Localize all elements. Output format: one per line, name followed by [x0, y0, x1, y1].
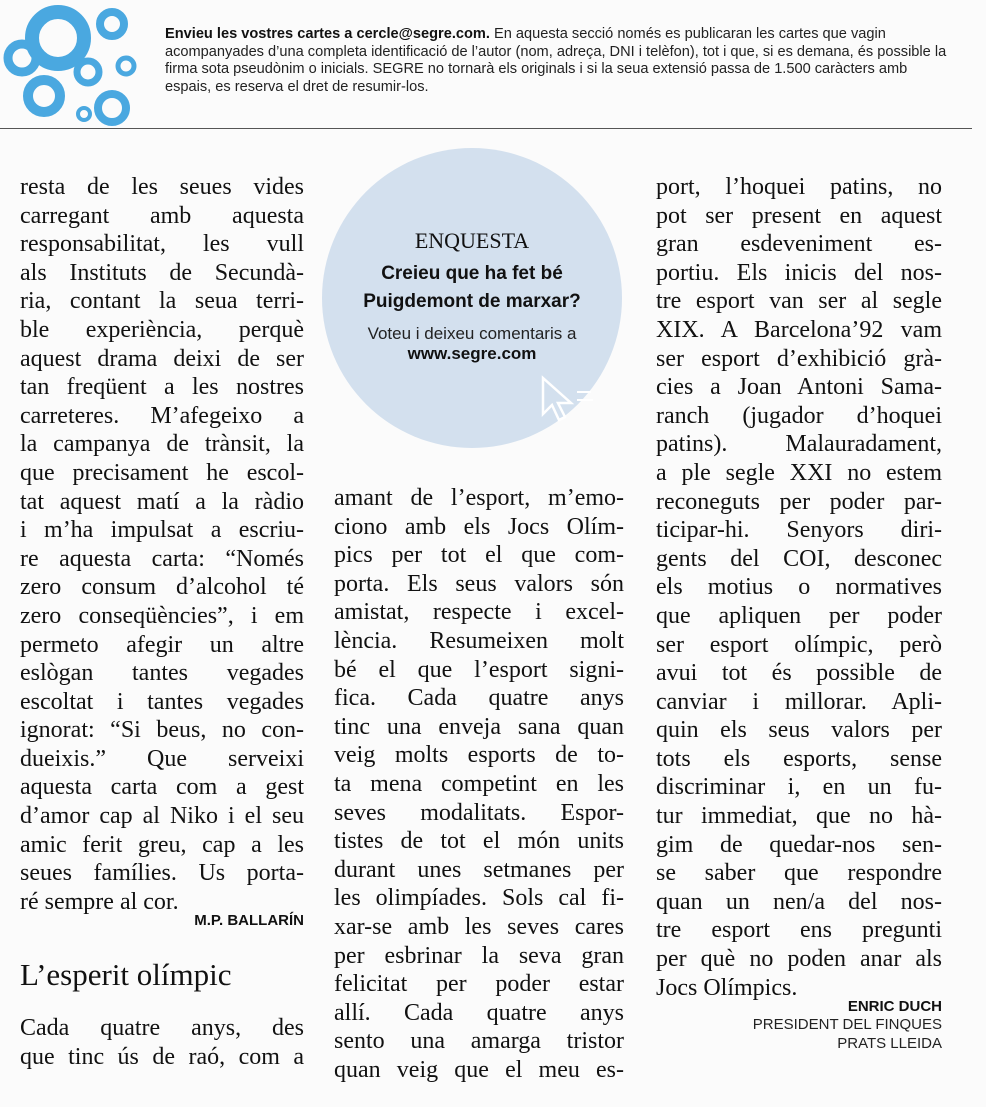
letter-2-signature: ENRIC DUCH: [847, 998, 942, 1015]
text-line: felicitat per poder estar: [334, 971, 624, 998]
text-line: els motius o normatives: [656, 574, 942, 601]
text-line: quin els seus valors per: [656, 717, 942, 744]
text-line: resta de les seues vides: [20, 174, 304, 200]
bubbles-logo: [0, 0, 150, 130]
text-line: seves modalitats. Espor-: [334, 799, 624, 826]
text-line: tre esport van ser al segle: [656, 288, 942, 315]
text-line: quan veig que el meu es-: [334, 1056, 624, 1083]
poll-call-to-action: Voteu i deixeu comentaris a: [367, 324, 577, 343]
text-line: discriminar i, en un fu-: [656, 774, 942, 801]
cursor-arrow-icon: [537, 374, 597, 424]
text-line: bé el que l’esport signi-: [334, 656, 624, 683]
text-line: responsabilitat, les vull: [20, 231, 304, 258]
poll-question-line-1: Creieu que ha fet bé: [381, 263, 563, 284]
text-line: portiu. Els inicis del nos-: [656, 259, 942, 286]
text-line: tat aquest matí a la ràdio: [20, 488, 304, 515]
text-line: XIX. A Barcelona’92 vam: [656, 316, 942, 343]
text-line: que tinc ús de raó, com a: [20, 1043, 304, 1070]
text-line: a ple segle XXI no estem: [656, 459, 942, 486]
text-line: se saber que respondre: [656, 860, 942, 887]
text-line: patins). Malauradament,: [656, 431, 942, 458]
text-line: quan un nen/a del nos-: [656, 888, 942, 915]
text-line: amant de l’esport, m’emo-: [334, 485, 624, 511]
text-line: gents del COI, desconec: [656, 545, 942, 572]
text-line: canviar i millorar. Apli-: [656, 688, 942, 715]
text-line: Jocs Olímpics.: [656, 974, 798, 1001]
text-line: porta. Els seus valors són: [334, 570, 624, 597]
text-line: les olimpíades. Sols cal fi-: [334, 885, 624, 912]
text-line: fica. Cada quatre anys: [334, 685, 624, 712]
text-line: port, l’hoquei patins, no: [656, 174, 942, 200]
header-divider: [0, 128, 972, 129]
text-line: carreteres. M’afegeixo a: [20, 402, 304, 429]
text-line: zero consum d’alcohol té: [20, 574, 304, 601]
text-line: als Instituts de Secundà-: [20, 259, 304, 286]
text-line: avui tot és possible de: [656, 660, 942, 687]
text-line: aquest drama deixi de ser: [20, 345, 304, 372]
text-line: eslògan tantes vegades: [20, 660, 304, 687]
text-line: cies a Joan Antoni Sama-: [656, 374, 942, 401]
text-line: tinc una enveja sana quan: [334, 713, 624, 740]
letter-2-role-line-2: PRATS LLEIDA: [837, 1035, 942, 1052]
text-line: escoltat i tantes vegades: [20, 688, 304, 715]
text-line: re aquesta carta: “Només: [20, 545, 304, 572]
text-line: ignorat: “Si beus, no con-: [20, 717, 304, 744]
notice-lead: Envieu les vostres cartes a cercle@segre.com.: [165, 26, 490, 42]
text-line: amic ferit greu, cap a les: [20, 831, 304, 858]
text-line: ta mena competint en les: [334, 770, 624, 797]
letter-1-signature: M.P. BALLARÍN: [194, 912, 304, 929]
text-line: ciono amb els Jocs Olím-: [334, 513, 624, 540]
text-line: tistes de tot el món units: [334, 828, 624, 855]
text-line: ria, contant la seua terri-: [20, 288, 304, 315]
text-line: lència. Resumeixen molt: [334, 627, 624, 654]
text-line: amistat, respecte i excel-: [334, 599, 624, 626]
letter-2-column-3: [656, 173, 942, 1002]
text-line: dueixis.” Que serveixi: [20, 745, 304, 772]
letter-2-role-line-1: PRESIDENT DEL FINQUES: [752, 1016, 942, 1033]
text-line: Cada quatre anys, des: [20, 1015, 304, 1041]
poll-question-line-2: Puigdemont de marxar?: [363, 291, 581, 312]
text-line: seues famílies. Us porta-: [20, 860, 304, 887]
text-line: durant unes setmanes per: [334, 856, 624, 883]
text-line: gran esdeveniment es-: [656, 231, 942, 258]
notice-body: En aquesta secció només es publicaran les cartes que vagin acompanyades d’una completa identificació de l’autor (nom, adreça, DNI i telèfon), tot i que, si es demana, és possible la firma sota pseudònim o inicials. SEGRE no tornarà els originals i si la seua extensió passa de 1.500 caràcters amb espais, es reserva el dret de resumir-los.: [165, 26, 947, 95]
text-line: per esbrinar la seva gran: [334, 942, 624, 969]
letter-2-column-2: [334, 484, 624, 1084]
text-line: que apliquen per poder: [656, 602, 942, 629]
text-line: ranch (jugador d’hoquei: [656, 402, 942, 429]
text-line: tur immediat, que no hà-: [656, 803, 942, 830]
text-line: ble experiència, perquè: [20, 316, 304, 343]
section-header: [0, 0, 986, 130]
text-line: i m’ha impulsat a escriu-: [20, 517, 304, 544]
poll-url-link[interactable]: www.segre.com: [407, 344, 537, 363]
text-line: aquesta carta com a gest: [20, 774, 304, 801]
poll-promo[interactable]: [322, 148, 642, 448]
text-line: d’amor cap al Niko i el seu: [20, 803, 304, 830]
text-line: allí. Cada quatre anys: [334, 999, 624, 1026]
poll-title: ENQUESTA: [414, 228, 530, 253]
text-line: que precisament he escol-: [20, 459, 304, 486]
text-line: ré sempre al cor.: [20, 888, 179, 915]
text-line: tots els esports, sense: [656, 745, 942, 772]
text-line: per què no poden anar als: [656, 946, 942, 973]
text-line: zero conseqüències”, i em: [20, 602, 304, 629]
text-line: pics per tot el que com-: [334, 542, 624, 569]
text-line: tre esport ens pregunti: [656, 917, 942, 944]
text-line: la campanya de trànsit, la: [20, 431, 304, 458]
letter-2-column-1: [20, 1014, 304, 1071]
text-line: reconeguts per poder par-: [656, 488, 942, 515]
text-line: tan freqüent a les nostres: [20, 374, 304, 401]
text-line: sento una amarga tristor: [334, 1028, 624, 1055]
text-line: xar-se amb les seves cares: [334, 913, 624, 940]
text-line: ser esport d’exhibició grà-: [656, 345, 942, 372]
letter-2-heading: L’esperit olímpic: [20, 957, 232, 992]
letter-1-column: [20, 173, 304, 916]
text-line: carregant amb aquesta: [20, 202, 304, 229]
text-line: pot ser present en aquest: [656, 202, 942, 229]
text-line: ticipar-hi. Senyors diri-: [656, 517, 942, 544]
text-line: gim de quedar-nos sen-: [656, 831, 942, 858]
text-line: permeto afegir un altre: [20, 631, 304, 658]
text-line: veig molts esports de to-: [334, 742, 624, 769]
text-line: ser esport olímpic, però: [656, 631, 942, 658]
submission-notice: [165, 26, 955, 96]
